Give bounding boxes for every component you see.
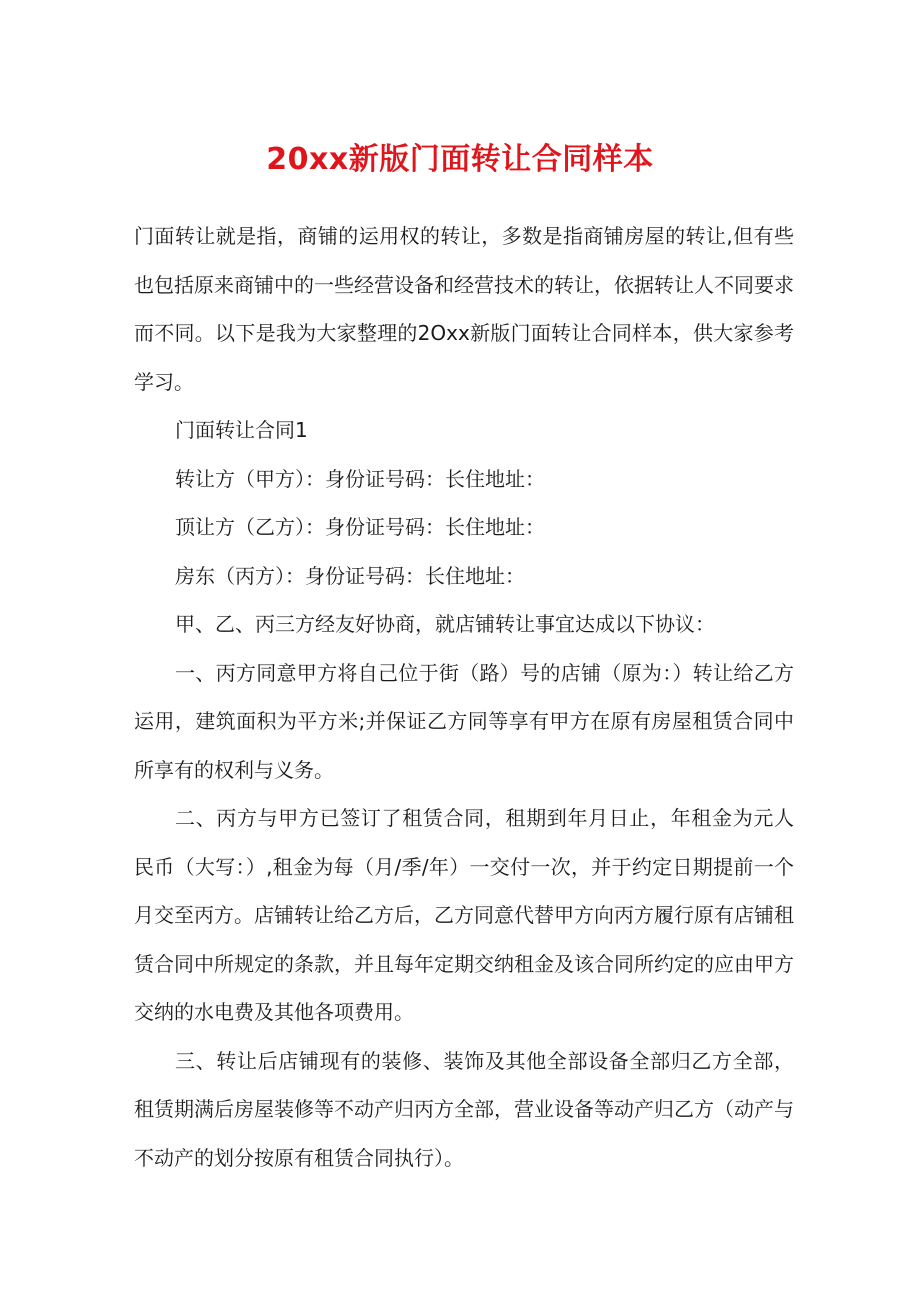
document-title: 20xx新版门面转让合同样本 (266, 142, 654, 177)
clause-1: 一、丙方同意甲方将自己位于街（路）号的店铺（原为：）转让给乙方运用，建筑面积为平方米;并保证乙方同等享有甲方在原有房屋租赁合同中所享有的权利与义务。 (134, 660, 794, 782)
party-a-line: 转让方（甲方）：身份证号码：长住地址： (175, 466, 545, 491)
intro-paragraph: 门面转让就是指，商铺的运用权的转让，多数是指商铺房屋的转让,但有些也包括原来商铺中的一些经营设备和经营技术的转让，依据转让人不同要求而不同。以下是我为大家整理的2Oxx新版门面转让合同样本，供大家参考学习。 (134, 224, 794, 394)
clause-2: 二、丙方与甲方已签订了租赁合同，租期到年月日止，年租金为元人民币（大写：）,租金为每（月/季/年）一交付一次，并于约定日期提前一个月交至丙方。店铺转让给乙方后，乙方同意代替甲方向丙方履行原有店铺租赁合同中所规定的条款，并且每年定期交纳租金及该合同所约定的应由甲方交纳的水电费及其他各项费用。 (134, 806, 794, 1024)
party-c-line: 房东（丙方）：身份证号码：长住地址： (175, 563, 525, 588)
contract-heading: 门面转让合同1 (175, 418, 308, 442)
clause-3: 三、转让后店铺现有的装修、装饰及其他全部设备全部归乙方全部，租赁期满后房屋装修等不动产归丙方全部，营业设备等动产归乙方（动产与不动产的划分按原有租赁合同执行）。 (134, 1048, 794, 1170)
party-b-line: 顶让方（乙方）：身份证号码：长住地址： (175, 515, 545, 539)
document-body (134, 212, 794, 1182)
agreement-intro: 甲、乙、丙三方经友好协商，就店铺转让事宜达成以下协议： (175, 612, 715, 636)
